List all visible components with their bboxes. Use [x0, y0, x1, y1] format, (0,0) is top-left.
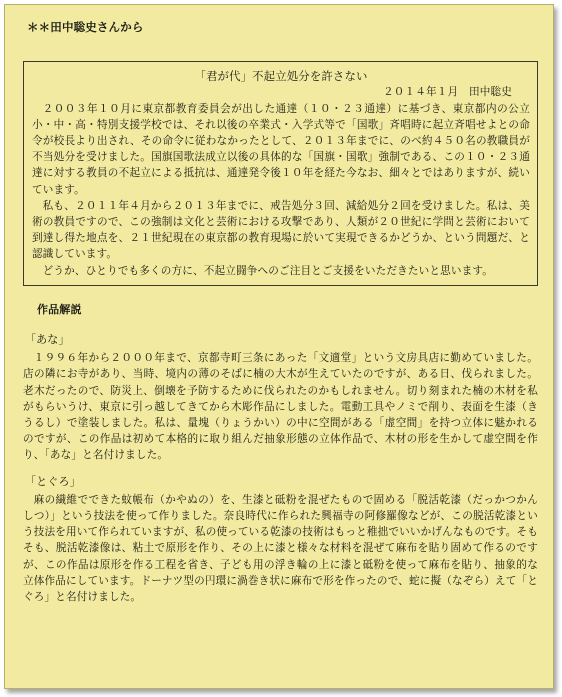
work-entry — [23, 474, 538, 606]
statement-paragraph: 私も、２０１１年４月から２０１３年までに、戒告処分３回、減給処分２回を受けました。私は、美術の教員ですので、この強制は文化と芸術における攻撃であり、人類が２０世紀に学問と芸術において到達し得た地点を、２１世紀現在の東京都の教育現場に於いて実現できるかどうか、という問題だ、と認識しています。 — [32, 199, 530, 261]
work-description: 麻の繊維でできた蚊帳布（かやぬの）を、生漆と砥粉を混ぜたもので固める「脱活乾漆（だっかつかんしつ）」という技法を使って作りました。奈良時代に作られた興福寺の阿修羅像などが、この脱活乾漆という技法を用いて作られていますが、私の使っている乾漆の技術はもっと稚拙でいいかげんなものです。そもそも、脱活乾漆像は、粘土で原形を作り、その上に漆と様々な材料を混ぜて麻布を貼り固めて作るのですが、この作品は原形を作る工程を省き、子ども用の浮き輪の上に漆と砥粉を使って麻布を貼り、抽象的な立体作品にしています。ドーナツ型の円環に渦巻き状に麻布で形を作ったので、蛇に擬（なぞら）えて「とぐろ」と名付けました。 — [23, 493, 538, 604]
work-entry — [23, 332, 538, 464]
document-page — [4, 4, 554, 689]
document-content — [23, 19, 538, 615]
statement-dateline: ２０１４年１月 田中聡史 — [383, 86, 512, 99]
work-title: 「とぐろ」 — [25, 474, 81, 488]
statement-box — [23, 61, 538, 286]
work-description: １９９６年から２０００年まで、京都寺町三条にあった「文適堂」という文房具店に勤めていました。店の隣にお寺があり、当時、境内の薄のそばに楠の大木が生えていたのですが、ある日、伐られました。老木だったので、防災上、倒壊を予防するために伐られたのかもしれません。切り刻まれた楠の木材を私がもらいうけ、東京に引っ越してきてから木彫作品にしました。電動工具やノミで削り、表面を生漆（きうるし）で塗装しました。私は、量塊（りょうかい）の中に空間がある「虚空間」を持つ立体に魅かれるのですが、この作品は初めて本格的に取り組んだ抽象形態の立体作品で、木材の形を生かして虚空間を作り、「あな」と名付けました。 — [23, 352, 538, 462]
commentary-heading: 作品解説 — [37, 302, 82, 316]
statement-paragraph: どうか、ひとりでも多くの方に、不起立闘争へのご注目とご支援をいただきたいと思います。 — [42, 264, 493, 277]
page-header: ＊＊田中聡史さんから — [27, 20, 144, 34]
statement-paragraph: ２００３年１０月に東京都教育委員会が出した通達（１０・２３通達）に基づき、東京都内の公立小・中・高・特別支援学校では、それ以後の卒業式・入学式等で「国歌」斉唱時に起立斉唱せよとの命令が校長より出され、その命令に従わなかったとして、２０１３年までに、のべ約４５０名の教職員が不当処分を受けました。国旗国歌法成立以後の具体的な「国旗・国歌」強制である、この１０・２３通達に対する教員の不起立による抵抗は、通達発令後１０年を経た今なお、細々とではありますが、続いています。 — [32, 102, 530, 196]
work-title: 「あな」 — [25, 333, 70, 347]
statement-title: 「君が代」不起立処分を許さない — [194, 69, 368, 84]
